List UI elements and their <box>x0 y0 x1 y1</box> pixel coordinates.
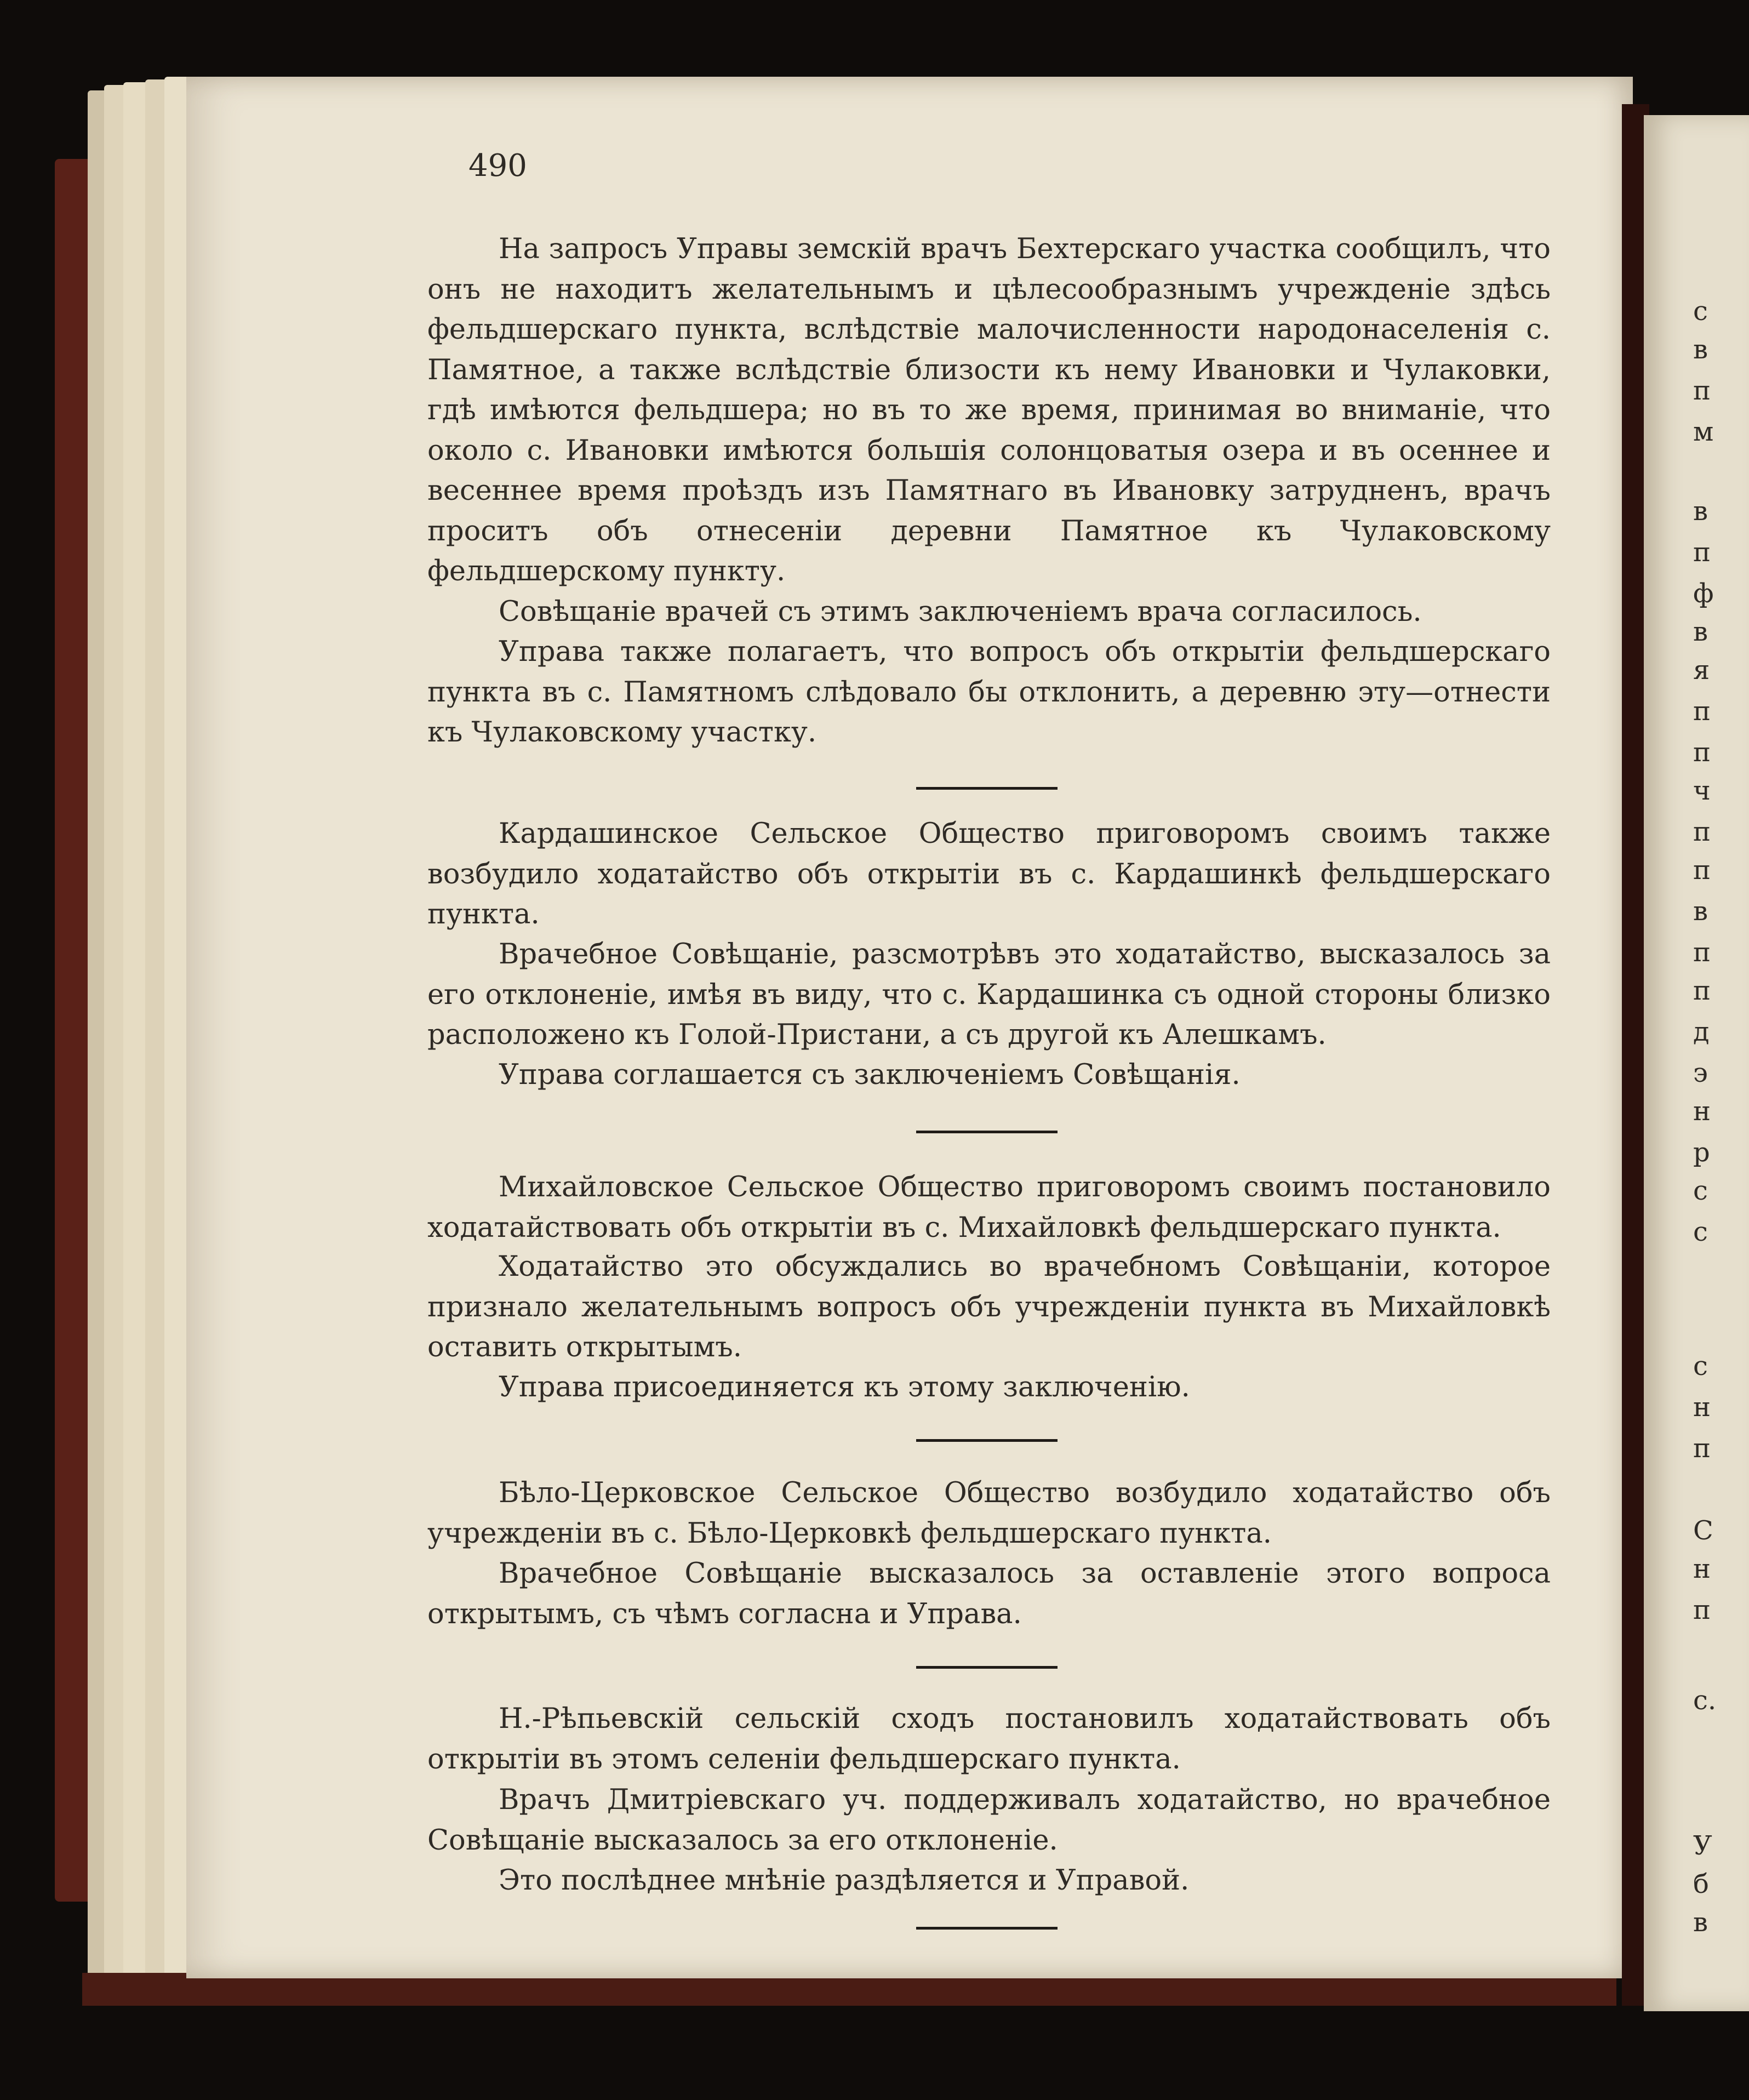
right-page-letter: ф <box>1693 578 1714 609</box>
right-page-letter: п <box>1693 737 1711 768</box>
right-page-letter: с <box>1693 296 1708 327</box>
paragraph: Совѣщаніе врачей съ этимъ заключеніемъ врача согласилось. <box>499 596 1422 628</box>
right-page-letter: п <box>1693 1433 1711 1464</box>
paragraph: Управа соглашается съ заключеніемъ Совѣщанія. <box>499 1059 1241 1091</box>
right-page-letter: с. <box>1693 1685 1717 1716</box>
right-page-letter: н <box>1693 1096 1711 1127</box>
right-page-letter: п <box>1693 375 1711 406</box>
right-page-letter: п <box>1693 855 1711 886</box>
right-page-letter: с <box>1693 1175 1708 1206</box>
right-page-letter: б <box>1693 1869 1709 1899</box>
right-page-letter: д <box>1693 1017 1710 1047</box>
section-divider <box>916 1439 1058 1442</box>
paragraph: Врачебное Совѣщаніе высказалось за оставленіе этого вопроса открытымъ, съ чѣмъ согласна и Управа. <box>427 1557 1551 1630</box>
paragraph: Н.-Рѣпьевскій сельскій сходъ постановилъ ходатайствовать объ открытіи въ этомъ селеніи фельдшерскаго пункта. <box>427 1703 1551 1776</box>
right-page-letter: в <box>1693 334 1708 365</box>
right-page-letter: ч <box>1693 775 1711 806</box>
paragraph: Кардашинское Сельское Общество приговоромъ своимъ также возбудило ходатайство объ открытіи въ с. Кардашинкѣ фельдшерскаго пункта. <box>427 818 1551 931</box>
paragraph: Врачебное Совѣщаніе, разсмотрѣвъ это ходатайство, высказалось за его отклоненіе, имѣя въ виду, что с. Кардашинка съ одной стороны близко расположено къ Голой-Пристани, а съ другой къ Алешкамъ. <box>427 938 1551 1051</box>
section-divider <box>916 787 1058 790</box>
right-page-letter: р <box>1693 1137 1710 1168</box>
right-page-letter: в <box>1693 1907 1708 1938</box>
paragraph: Управа также полагаетъ, что вопросъ объ открытіи фельдшерскаго пункта въ с. Памятномъ слѣдовало бы отклонить, а деревню эту—отнести къ Чулаковскому участку. <box>427 636 1551 749</box>
paragraph: Это послѣднее мнѣніе раздѣляется и Управой. <box>499 1864 1190 1897</box>
right-page-letter: п <box>1693 817 1711 847</box>
paragraph: Бѣло-Церковское Сельское Общество возбудило ходатайство объ учрежденіи въ с. Бѣло-Церковкѣ фельдшерскаго пункта. <box>427 1477 1551 1550</box>
right-page-letter: в <box>1693 496 1708 527</box>
right-page-letter: С <box>1693 1515 1713 1546</box>
right-page-letter: с <box>1693 1351 1708 1382</box>
section-divider <box>916 1666 1058 1669</box>
right-page-letter: У <box>1693 1830 1712 1861</box>
right-page-letter: п <box>1693 537 1711 568</box>
right-page-letter: с <box>1693 1217 1708 1247</box>
right-page-letter: в <box>1693 617 1708 647</box>
paragraph: Врачъ Дмитріевскаго уч. поддерживалъ ходатайство, но врачебное Совѣщаніе высказалось за его отклоненіе. <box>427 1784 1551 1857</box>
paragraph: Михайловское Сельское Общество приговоромъ своимъ постановило ходатайствовать объ открытіи въ с. Михайловкѣ фельдшерскаго пункта. <box>427 1171 1551 1244</box>
paragraph: Управа присоединяется къ этому заключенію. <box>499 1371 1190 1403</box>
right-page-letter: я <box>1693 655 1710 686</box>
section-divider <box>916 1131 1058 1133</box>
paragraph: Ходатайство это обсуждались во врачебномъ Совѣщаніи, которое признало желательнымъ вопросъ объ учрежденіи пункта въ Михайловкѣ оставить открытымъ. <box>427 1251 1551 1363</box>
right-page-letter: п <box>1693 1595 1711 1625</box>
right-page-letter: э <box>1693 1058 1708 1088</box>
right-page-letter: н <box>1693 1554 1711 1584</box>
right-page-fragment <box>1644 115 1749 2011</box>
right-page-letter: м <box>1693 416 1714 447</box>
right-page-letter: н <box>1693 1392 1711 1423</box>
paragraph: На запросъ Управы земскій врачъ Бехтерскаго участка сообщилъ, что онъ не находитъ желательнымъ и цѣлесообразнымъ учрежденіе здѣсь фельдшерскаго пункта, вслѣдствіе малочисленности народонаселенія с. Памятное, а также вслѣдствіе близости къ нему Ивановки и Чулаковки, гдѣ имѣются фельдшера; но въ то же время, принимая во вниманіе, что около с. Ивановки имѣются большія солонцоватыя озера и въ осеннее и весеннее время проѣздъ изъ Памятнаго въ Ивановку затрудненъ, врачъ проситъ объ отнесеніи деревни Памятное къ Чулаковскому фельдшерскому пункту. <box>427 233 1551 587</box>
page-number: 490 <box>468 148 527 184</box>
right-page-letter: п <box>1693 696 1711 727</box>
right-page-letter: в <box>1693 896 1708 927</box>
right-page-letter: п <box>1693 937 1711 968</box>
section-divider <box>916 1927 1058 1930</box>
right-page-letter: п <box>1693 975 1711 1006</box>
